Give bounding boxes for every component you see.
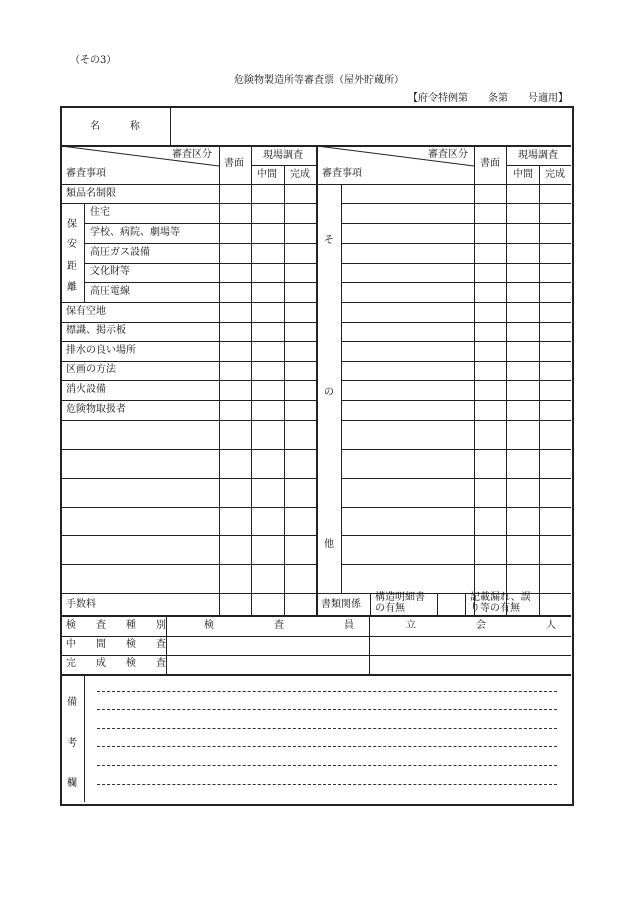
row-label: 保有空地 [66,306,106,317]
docs-item2: 記載漏れ、誤 り等の有無 [470,592,531,614]
witness-header: 立 会 人 [406,620,556,631]
form-number: （その3） [70,55,117,66]
right-category-label: 審査区分 [428,149,468,160]
safety-group-char: 安 [67,239,77,250]
row-label: 区画の方法 [66,364,116,375]
left-item-label: 審査事項 [66,168,106,179]
remarks-char: 欄 [67,778,77,789]
final-inspection-label: 完 成 検 査 [66,658,166,669]
safety-group-char: 保 [67,219,77,230]
row-label: 住宅 [90,207,110,218]
mid-inspector-field[interactable] [168,637,368,654]
final-inspector-field[interactable] [168,656,368,673]
row-label: 高圧電線 [90,286,130,297]
inspector-header: 検 査 員 [204,620,354,631]
left-col-site: 現場調査 [263,150,303,161]
left-col-done: 完成 [290,169,310,180]
ordinance-note: 【府令特例第 条第 号適用】 [408,93,568,104]
fee-label: 手数料 [66,599,96,610]
row-label: 危険物取扱者 [66,404,126,415]
docs-item1: 構造明細書 の有無 [375,592,425,614]
final-witness-field[interactable] [371,656,569,673]
row-label: 類品名制限 [66,188,116,199]
docs-label: 書類関係 [321,599,361,610]
left-category-label: 審査区分 [172,149,212,160]
remarks-field[interactable] [86,676,568,800]
name-label: 名 称 [90,121,140,132]
other-group-char: 他 [324,539,334,550]
remarks-char: 考 [67,738,77,749]
right-col-mid: 中間 [513,169,533,180]
right-col-document: 書面 [480,158,500,169]
row-label: 標識、掲示板 [66,325,126,336]
inspection-type-header: 検 査 種 別 [66,620,166,631]
right-item-label: 審査事項 [322,168,362,179]
row-label: 消火設備 [66,384,106,395]
left-col-mid: 中間 [257,169,277,180]
mid-inspection-label: 中 間 検 査 [66,639,166,650]
safety-group-char: 距 [67,261,77,272]
row-label: 文化財等 [90,266,130,277]
row-label: 学校、病院、劇場等 [90,227,180,238]
mid-witness-field[interactable] [371,637,569,654]
row-label: 高圧ガス設備 [90,247,150,258]
other-group-char: の [324,387,334,398]
row-label: 排水の良い場所 [66,345,136,356]
form-title: 危険物製造所等審査票（屋外貯蔵所） [234,75,404,86]
remarks-char: 備 [67,697,77,708]
other-group-char: そ [324,235,334,246]
safety-group-char: 離 [67,282,77,293]
right-col-site: 現場調査 [518,150,558,161]
right-col-done: 完成 [545,169,565,180]
left-col-document: 書面 [224,158,244,169]
